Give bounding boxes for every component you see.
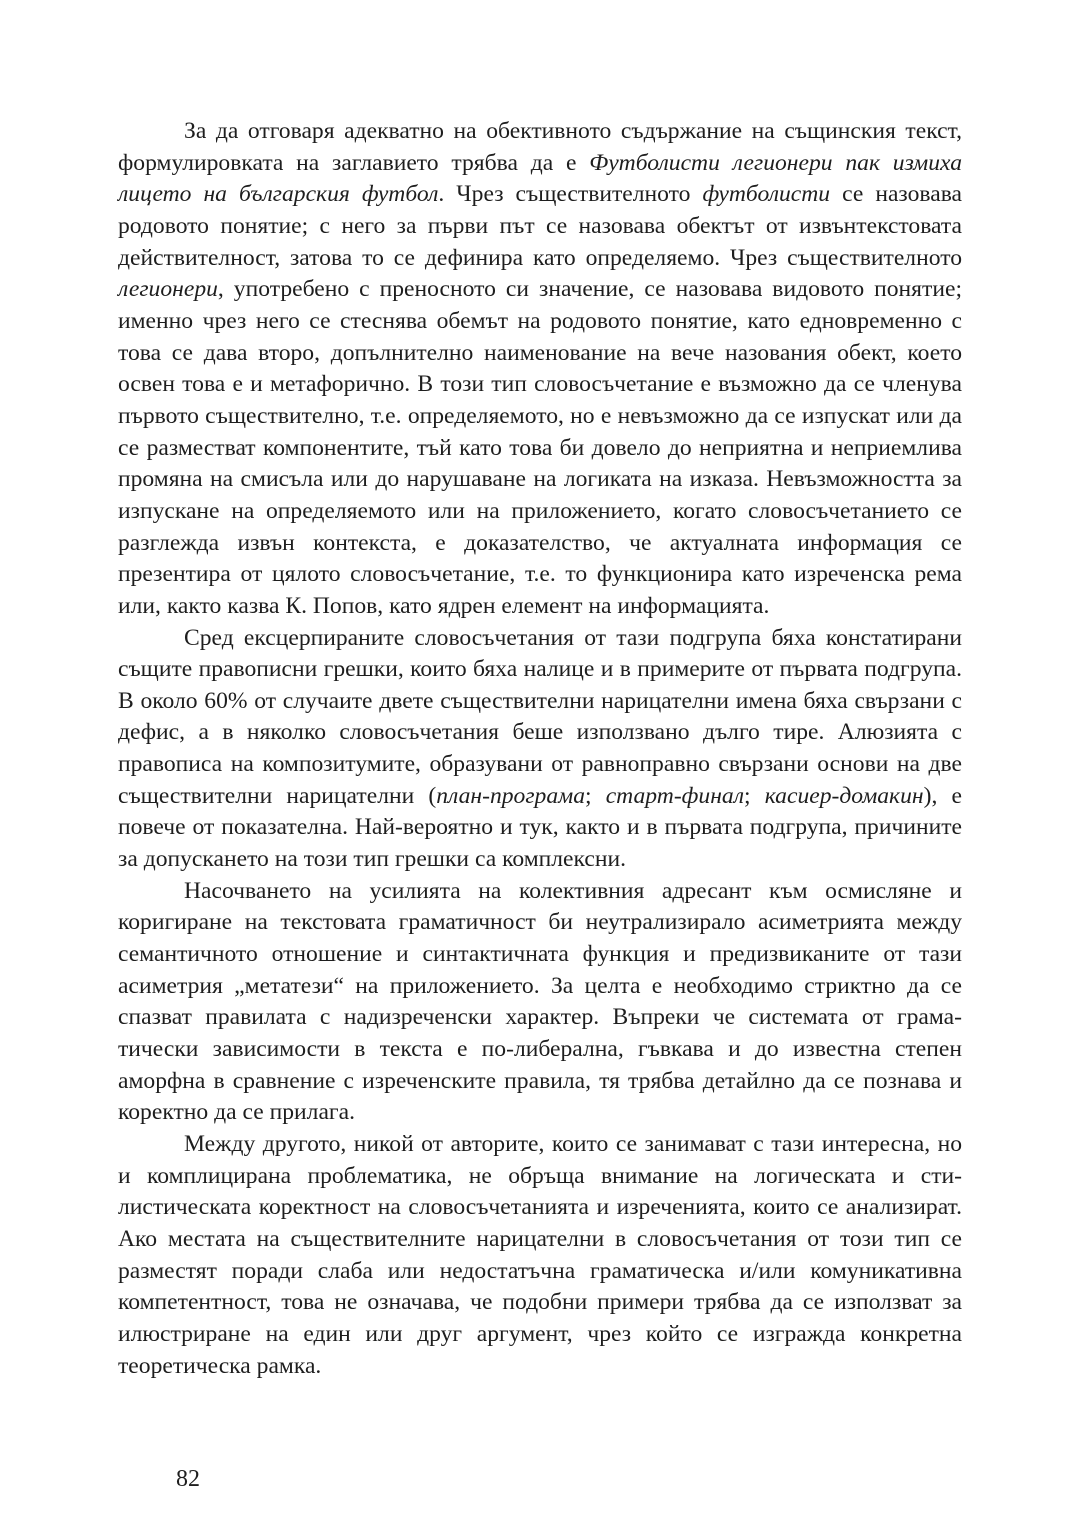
text-segment: . Чрез съществителното [438, 181, 703, 208]
paragraph-1 [118, 116, 962, 623]
italic-example: план-програма [436, 782, 585, 809]
body-text [118, 116, 962, 1382]
page-number: 82 [176, 1466, 200, 1492]
paragraph-4 [118, 1129, 962, 1382]
text-segment: Сред ексцерпираните словосъчетания от тази подгрупа бяха констатирани същите правописни грешки, които бяха налице и в примерите от първата подгрупа. В около 60% от случаите двете съществителни нарицателни имена бяха свързани с дефис, а в няколко словосъчетания беше използвано дълго тире. Алюзията с правописа на композитумите, образувани от равноправно свързани основи на две съществителни нарицателни ( [118, 624, 962, 809]
italic-term: футболисти [702, 181, 831, 208]
italic-title: Футболисти легионери пак измиха лицето на българския футбол [118, 149, 962, 208]
italic-example: старт-финал [605, 782, 745, 809]
text-segment: Насочването на усилията на колективния адресант към осмисляне и коригиране на текстовата граматичност би неутрализирало асиметрията между семантичното отношение и синтактичната функция и предизвиканите от тази асиметрия „метатези“ на приложението. За целта е необходимо стриктно да се спазват правилата с надизреченски характер. Въпреки че системата от граматически зависимости в текста е по-либерална, гъвкава и до известна степен аморфна в сравнение с изреченските правила, тя трябва детайлно да се познава и коректно да се прилага. [118, 877, 962, 1126]
text-segment: Между другото, никой от авторите, които се занимават с тази интересна, но и комплицирана проблематика, не обръща внимание на логическата и стилистическата коректност на словосъчетанията и изреченията, които се анализират. Ако местата на съществителните нарицателни в словосъчетания от този тип се разместят поради слаба или недостатъчна граматическа и/или комуникативна компетентност, това не означава, че подобни примери трябва да се използват за илюстриране на един или друг аргумент, чрез който се изгражда конкретна теоретическа рамка. [118, 1131, 962, 1379]
italic-example: касиер-домакин [764, 782, 924, 809]
paragraph-2 [118, 623, 962, 876]
paragraph-3 [118, 876, 962, 1129]
text-segment: , употребено с преносното си значение, се назовава видовото понятие; именно чрез него се стеснява обемът на родовото понятие, като едновременно с това се дава второ, допълнително наименование на вече назования обект, което освен това е и метафорично. В този тип словосъчетание е възможно да се членува първото съществително, т.е. определяемото, но е невъзможно да се изпускат или да се разместват компонентите, тъй като това би довело до неприятна и неприемлива промяна на смисъла или до нарушаване на логиката на изказа. Невъзможността за изпускане на определяемото или на приложението, когато словосъчетанието се разглежда извън контекста, е доказателство, че актуалната информация се презентира от цялото словосъчетание, т.е. то функционира като изреченска рема или, както казва К. Попов, като ядрен елемент на информацията. [118, 276, 962, 619]
italic-term: легионери [118, 276, 218, 303]
text-segment: За да отговаря адекватно на обективното съдържание на същинския текст, формулировката на заглавието трябва да е [118, 118, 962, 176]
text-segment: се назовава родовото понятие; с него за първи път се назовава обектът от извънтекстовата действителност, затова то се дефинира като определяемо. Чрез съществителното [118, 181, 963, 271]
text-segment: ; [744, 782, 765, 809]
text-segment: ), е повече от показателна. Най-вероятно и тук, както и в първата подгрупа, причините за допускането на този тип грешки са комплексни. [118, 782, 962, 873]
text-segment: ; [585, 782, 606, 809]
